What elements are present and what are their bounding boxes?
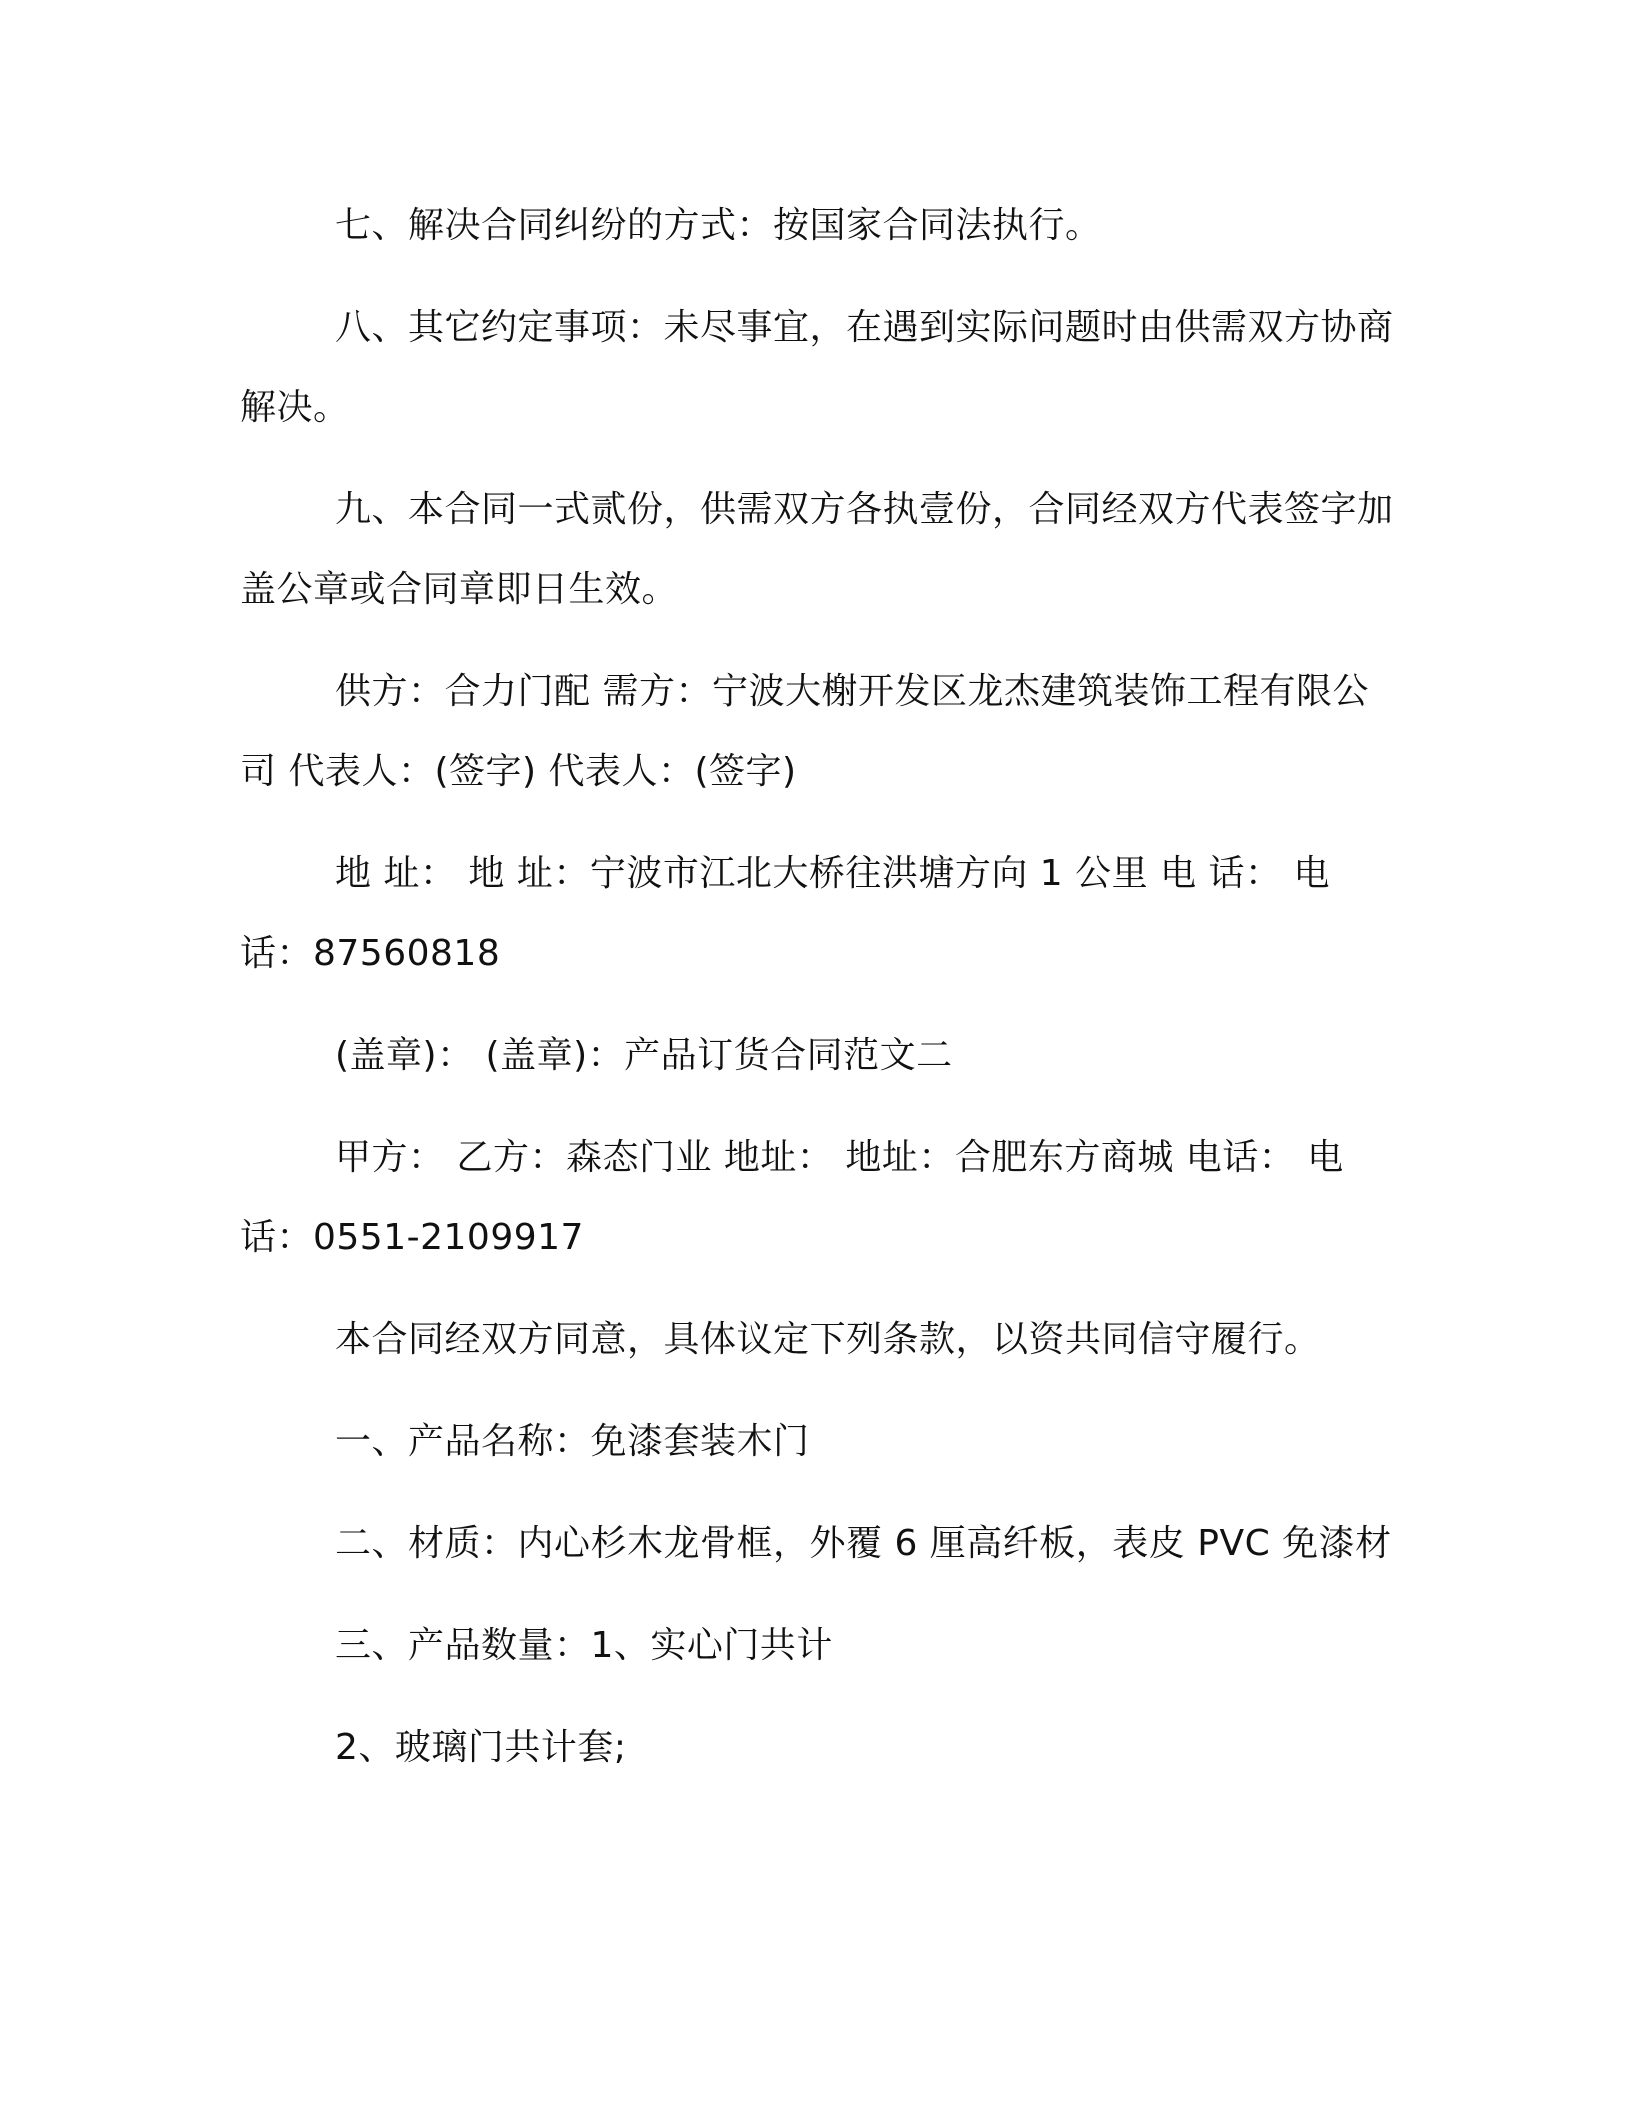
clause-9: 九、本合同一式贰份，供需双方各执壹份，合同经双方代表签字加盖公章或合同章即日生效。 (240, 489, 1394, 610)
item-3-quantity: 三、产品数量：1、实心门共计 (335, 1625, 833, 1666)
clause-7: 七、解决合同纠纷的方式：按国家合同法执行。 (335, 205, 1102, 246)
seal-line: (盖章)： (盖章)：产品订货合同范文二 (335, 1035, 953, 1076)
document-body (240, 186, 1400, 1788)
party-signatures: 供方：合力门配 需方：宁波大榭开发区龙杰建筑装饰工程有限公司 代表人：(签字) 代表人：(签字) (240, 671, 1369, 792)
agreement-intro: 本合同经双方同意，具体议定下列条款，以资共同信守履行。 (335, 1319, 1321, 1360)
party-addresses: 地 址： 地 址：宁波市江北大桥往洪塘方向 1 公里 电 话： 电 话：87560818 (240, 853, 1330, 974)
item-3-glass-doors: 2、玻璃门共计套; (335, 1727, 627, 1768)
item-1-product-name: 一、产品名称：免漆套装木门 (335, 1421, 810, 1462)
item-2-material: 二、材质：内心杉木龙骨框，外覆 6 厘高纤板，表皮 PVC 免漆材 (335, 1523, 1392, 1564)
party-info: 甲方： 乙方：森态门业 地址： 地址：合肥东方商城 电话： 电话：0551-2109917 (240, 1137, 1344, 1258)
clause-8: 八、其它约定事项：未尽事宜，在遇到实际问题时由供需双方协商解决。 (240, 307, 1394, 428)
